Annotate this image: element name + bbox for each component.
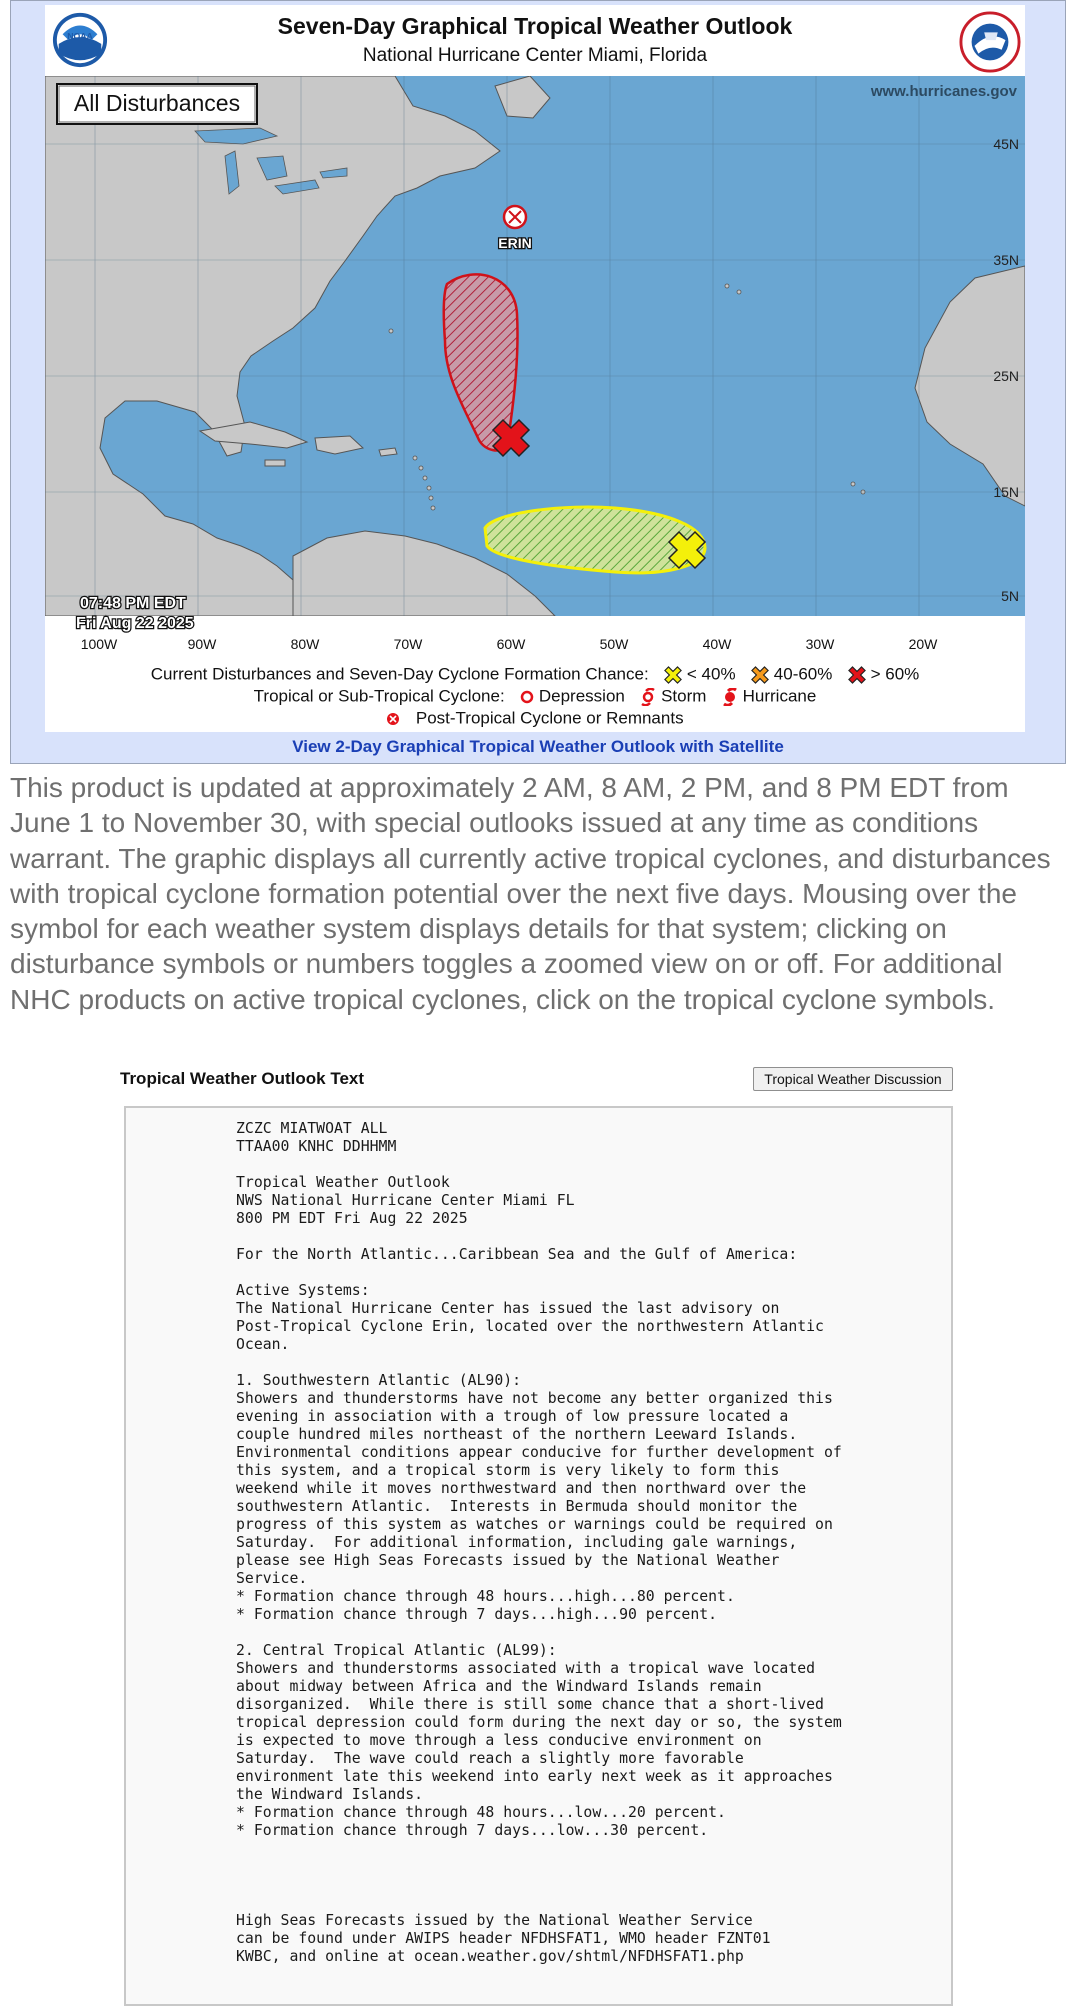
- lat-label: 35N: [993, 252, 1019, 268]
- outlook-map[interactable]: [45, 76, 1025, 656]
- low-chance-icon: [664, 666, 682, 684]
- hurricane-icon: [722, 688, 738, 706]
- outlook-text-body: ZCZC MIATWOAT ALL TTAA00 KNHC DDHHMM Tropical Weather Outlook NWS National Hurricane Center Miami FL 800 PM EDT Fri Aug 22 2025 For the North Atlantic...Caribbean Sea and the Gulf of America: Active Systems: The National Hurricane Center has issued the last advisory on Post-Tropical Cyclone Erin, located over the northwestern Atlantic Ocean. 1. Southwestern Atlantic (AL90): Showers and thunderstorms have not become any better organized this evening in association with a trough of low pressure located a couple hundred miles northeast of the northern Leeward Islands. Environmental conditions appear conducive for further development of this system, and a tropical storm is very likely to form this weekend while it moves northwestward and then northward over the southwestern Atlantic. Interests in Bermuda should monitor the progress of this system as watches or warnings could be required on Saturday. For additional information, including gale warnings, please see High Seas Forecasts issued by the National Weather Service. * Formation chance through 48 hours...high...80 percent. * Formation chance through 7 days...high...90 percent. 2. Central Tropical Atlantic (AL99): Showers and thunderstorms associated with a tropical wave located about midway between Africa and the Windward Islands remain disorganized. While there is still some chance that a short-lived tropical depression could form during the next day or so, the system is expected to move through a less conducive environment on Saturday. The wave could reach a slightly more favorable environment late this weekend into early next week as it approaches the Windward Islands. * Formation chance through 48 hours...low...20 percent. * Formation chance through 7 days...low...30 percent. High Seas Forecasts issued by the National Weather Service can be found under AWIPS header NFDHSFAT1, WMO header FZNT01 KWBC, and online at ocean.weather.gov/shtml/NFDHSFAT1.php: [236, 1120, 842, 1965]
- legend-depression: Depression: [538, 686, 625, 706]
- satellite-outlook-link[interactable]: View 2-Day Graphical Tropical Weather Outlook with Satellite: [292, 737, 784, 756]
- legend-post-tropical: Post-Tropical Cyclone or Remnants: [415, 708, 684, 728]
- lon-label: 100W: [80, 636, 118, 652]
- all-disturbances-tab[interactable]: [57, 84, 257, 124]
- watermark: www.hurricanes.gov: [870, 83, 1017, 100]
- legend-hurricane: Hurricane: [742, 686, 817, 706]
- legend-storm: Storm: [661, 686, 707, 706]
- legend-low: < 40%: [686, 664, 736, 684]
- post-tropical-icon: [386, 712, 400, 726]
- lat-label: 5N: [1001, 588, 1019, 604]
- svg-text:NOAA: NOAA: [67, 31, 93, 42]
- lon-label: 80W: [290, 636, 320, 652]
- outlook-text-box[interactable]: [124, 1106, 953, 2006]
- graphic-title: Seven-Day Graphical Tropical Weather Outlook: [277, 13, 793, 39]
- lon-label: 20W: [908, 636, 938, 652]
- medium-chance-icon: [751, 666, 769, 684]
- storm-icon: [640, 688, 656, 706]
- legend-medium: 40-60%: [773, 664, 833, 684]
- lat-label: 15N: [993, 484, 1019, 500]
- product-description: This product is updated at approximately 2 AM, 8 AM, 2 PM, and 8 PM EDT from June 1 to November 30, with special outlooks issued at any time as conditions warrant. The graphic displays all currently active tropical cyclones, and disturbances with tropical cyclone formation potential over the next five days. Mousing over the symbol for each weather system displays details for that system; clicking on disturbance symbols or numbers toggles a zoomed view on or off. For additional NHC products on active tropical cyclones, click on the tropical cyclone symbols.: [10, 772, 1051, 1015]
- erin-label: ERIN: [498, 235, 532, 251]
- outlook-text-heading: Tropical Weather Outlook Text: [120, 1069, 365, 1088]
- lat-label: 45N: [993, 136, 1019, 152]
- tropical-weather-discussion-button[interactable]: Tropical Weather Discussion: [753, 1067, 953, 1091]
- map-legend: [45, 656, 1025, 732]
- lon-label: 30W: [805, 636, 835, 652]
- lon-label: 50W: [599, 636, 629, 652]
- lon-label: 40W: [702, 636, 732, 652]
- high-chance-icon: [848, 666, 866, 684]
- lon-label: 70W: [393, 636, 423, 652]
- timestamp-date: Fri Aug 22 2025: [76, 615, 194, 632]
- lon-label: 90W: [187, 636, 217, 652]
- all-disturbances-label: All Disturbances: [73, 90, 241, 116]
- lon-label: 60W: [496, 636, 526, 652]
- lat-label: 25N: [993, 368, 1019, 384]
- outlook-frame: [10, 0, 1066, 764]
- graphic-subtitle: National Hurricane Center Miami, Florida: [362, 45, 708, 66]
- legend-high: > 60%: [870, 664, 920, 684]
- timestamp-time: 07:48 PM EDT: [80, 595, 186, 612]
- erin-post-tropical-icon[interactable]: [504, 206, 526, 228]
- legend-cyclone-label: Tropical or Sub-Tropical Cyclone:: [253, 686, 505, 706]
- depression-icon: [520, 690, 534, 704]
- legend-disturbance-label: Current Disturbances and Seven-Day Cyclone Formation Chance:: [150, 664, 649, 684]
- outlook-graphic: [45, 5, 1025, 732]
